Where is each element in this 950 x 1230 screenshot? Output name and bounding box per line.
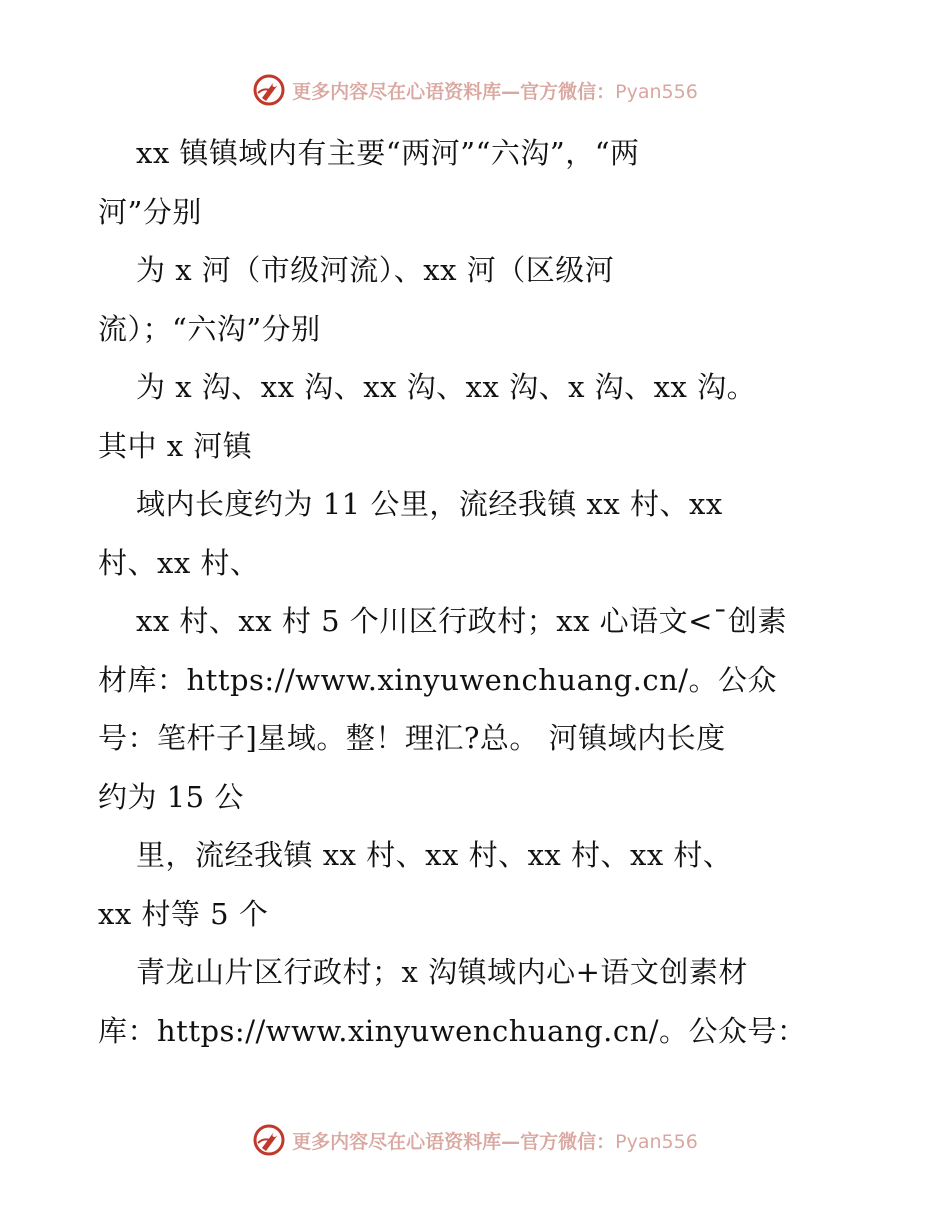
text-line-1: xx 镇镇域内有主要“两河”“六沟”，“两 [136,136,640,170]
text-line-6: 其中 x 河镇 [98,428,253,463]
text-line-8: 村、xx 村、 [98,545,260,580]
text-line-14: xx 村等 5 个 [98,896,269,931]
text-line-16: 库：https://www.xinyuwenchuang.cn/。公众号： [98,1013,807,1048]
footer-banner-text [292,1127,698,1154]
text-line-11: 号：笔杆子]星域。整！理汇?总。 河镇域内长度 [98,721,726,755]
text-line-2: 河”分别 [98,194,202,229]
header-banner-account: Pyan556 [615,80,698,103]
pen-nib-logo-icon [252,73,286,107]
header-banner-text [292,77,698,104]
text-line-5: 为 x 沟、xx 沟、xx 沟、xx 沟、x 沟、xx 沟。 [136,370,757,404]
text-line-7: 域内长度约为 11 公里，流经我镇 xx 村、xx [136,487,723,521]
text-line-4: 流）；“六沟”分别 [98,311,321,346]
header-banner [0,70,950,110]
text-line-3: 为 x 河（市级河流）、xx 河（区级河 [136,253,615,287]
footer-banner [0,1120,950,1160]
text-line-13: 里，流经我镇 xx 村、xx 村、xx 村、xx 村、 [136,838,733,872]
pen-nib-logo-icon [252,1123,286,1157]
text-line-15: 青龙山片区行政村；x 沟镇域内心+语文创素材 [136,955,748,989]
text-line-12: 约为 15 公 [98,779,244,814]
document-body [98,124,858,1060]
text-line-9: xx 村、xx 村 5 个川区行政村；xx 心语文<¯创素 [136,604,787,638]
text-line-10: 材库：https://www.xinyuwenchuang.cn/。公众 [98,662,778,697]
header-banner-label: 更多内容尽在心语资料库—官方微信： [292,80,616,103]
footer-banner-account: Pyan556 [615,1130,698,1153]
footer-banner-label: 更多内容尽在心语资料库—官方微信： [292,1130,616,1153]
